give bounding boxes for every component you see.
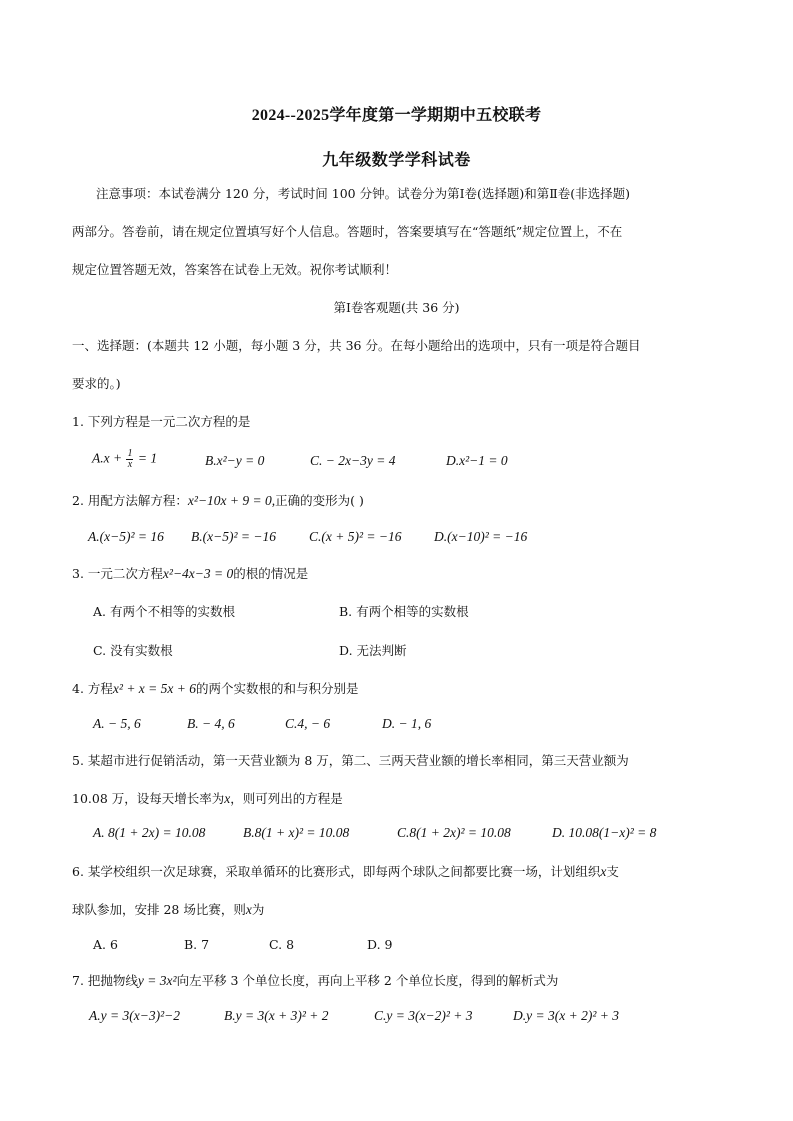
exam-title: 2024--2025学年度第一学期期中五校联考 <box>251 107 542 124</box>
q2-option-d: D.(x−10)² = −16 <box>434 529 528 544</box>
q6-stem-line-2 <box>72 900 264 918</box>
q6-stem-line-1 <box>72 862 619 880</box>
q4-option-b: B. − 4, 6 <box>187 716 235 731</box>
q3-option-c: C. 没有实数根 <box>93 643 173 658</box>
q7-stem-post: 向左平移 3 个单位长度，再向上平移 2 个单位长度，得到的解析式为 <box>176 973 559 988</box>
q6-variable-2: x <box>245 902 252 917</box>
q7-option-c: C.y = 3(x−2)² + 3 <box>374 1008 473 1023</box>
q4-option-c: C.4, − 6 <box>285 716 331 731</box>
q1-option-b: B.x²−y = 0 <box>205 453 265 468</box>
q4-stem-pre: 4. 方程 <box>72 681 113 696</box>
q2-stem <box>72 491 364 509</box>
q7-option-b: B.y = 3(x + 3)² + 2 <box>224 1008 329 1023</box>
q6-option-b: B. 7 <box>184 937 210 952</box>
q6-line2-pre: 球队参加，安排 28 场比赛，则 <box>72 902 246 917</box>
part1-instruction-line-2: 要求的。) <box>72 376 121 391</box>
q2-option-a: A.(x−5)² = 16 <box>88 529 164 544</box>
q7-function: y = 3x² <box>137 973 177 988</box>
q3-stem <box>72 564 308 582</box>
q5-option-b: B.8(1 + x)² = 10.08 <box>243 825 350 840</box>
q6-line2-post: 为 <box>251 902 265 917</box>
notice-line-1: 注意事项：本试卷满分 120 分，考试时间 100 分钟。试卷分为第Ⅰ卷(选择题)和第Ⅱ卷(非选择题) <box>96 186 631 201</box>
q3-equation: x²−4x−3 = 0 <box>162 566 234 581</box>
q6-variable-1: x <box>600 864 607 879</box>
q4-stem-post: 的两个实数根的和与积分别是 <box>196 681 359 696</box>
q1-option-a <box>92 449 157 470</box>
q5-stem-line-2 <box>72 789 343 807</box>
q3-stem-pre: 3. 一元二次方程 <box>72 566 163 581</box>
q4-option-a: A. − 5, 6 <box>93 716 141 731</box>
exam-subtitle: 九年级数学学科试卷 <box>322 152 471 169</box>
q6-line1-post: 支 <box>606 864 619 879</box>
q2-stem-pre: 2. 用配方法解方程： <box>72 493 188 508</box>
q5-option-d: D. 10.08(1−x)² = 8 <box>552 825 657 840</box>
q4-stem <box>72 679 359 697</box>
q1-option-a-pre: A.x + <box>92 450 123 466</box>
q6-option-d: D. 9 <box>367 937 393 952</box>
q2-stem-post: 正确的变形为( ) <box>275 493 364 508</box>
q3-stem-post: 的根的情况是 <box>233 566 309 581</box>
q6-option-a: A. 6 <box>93 937 118 952</box>
q1-stem: 1. 下列方程是一元二次方程的是 <box>72 414 251 429</box>
q4-option-d: D. − 1, 6 <box>382 716 432 731</box>
q5-variable: x <box>224 791 231 806</box>
q1-option-c: C. − 2x−3y = 4 <box>310 453 396 468</box>
q2-option-c: C.(x + 5)² = −16 <box>309 529 402 544</box>
q1-option-a-fraction <box>126 449 133 470</box>
notice-line-2: 两部分。答卷前，请在规定位置填写好个人信息。答题时，答案要填写在“答题纸”规定位置上，不在 <box>72 224 623 239</box>
q7-option-d: D.y = 3(x + 2)² + 3 <box>513 1008 619 1023</box>
q1-fraction-denominator: x <box>127 459 133 470</box>
q1-option-d: D.x²−1 = 0 <box>446 453 508 468</box>
q6-option-c: C. 8 <box>269 937 295 952</box>
q5-line2-pre: 10.08 万，设每天增长率为 <box>72 791 225 806</box>
q1-option-a-post: = 1 <box>137 450 158 466</box>
section-title: 第Ⅰ卷客观题(共 36 分) <box>333 300 460 315</box>
q7-stem <box>72 971 558 989</box>
notice-line-3: 规定位置答题无效，答案答在试卷上无效。祝你考试顺利！ <box>72 262 398 277</box>
q7-stem-pre: 7. 把抛物线 <box>72 973 138 988</box>
q5-line2-post: ，则可列出的方程是 <box>230 791 343 806</box>
q2-equation: x²−10x + 9 = 0, <box>187 493 276 508</box>
q1-fraction-numerator: 1 <box>127 448 133 459</box>
q5-option-a: A. 8(1 + 2x) = 10.08 <box>93 825 206 840</box>
q4-equation: x² + x = 5x + 6 <box>112 681 197 696</box>
q3-option-b: B. 有两个相等的实数根 <box>339 604 469 619</box>
q6-line1-pre: 6. 某学校组织一次足球赛，采取单循环的比赛形式，即每两个球队之间都要比赛一场，计划组织 <box>72 864 601 879</box>
q5-stem-line-1: 5. 某超市进行促销活动，第一天营业额为 8 万，第二、三两天营业额的增长率相同，第三天营业额为 <box>72 753 629 768</box>
part1-instruction-line-1: 一、选择题：(本题共 12 小题，每小题 3 分，共 36 分。在每小题给出的选项中，只有一项是符合题目 <box>72 338 641 353</box>
q3-option-d: D. 无法判断 <box>339 643 407 658</box>
q7-option-a: A.y = 3(x−3)²−2 <box>89 1008 180 1023</box>
q2-option-b: B.(x−5)² = −16 <box>191 529 276 544</box>
q5-option-c: C.8(1 + 2x)² = 10.08 <box>397 825 511 840</box>
q3-option-a: A. 有两个不相等的实数根 <box>93 604 235 619</box>
